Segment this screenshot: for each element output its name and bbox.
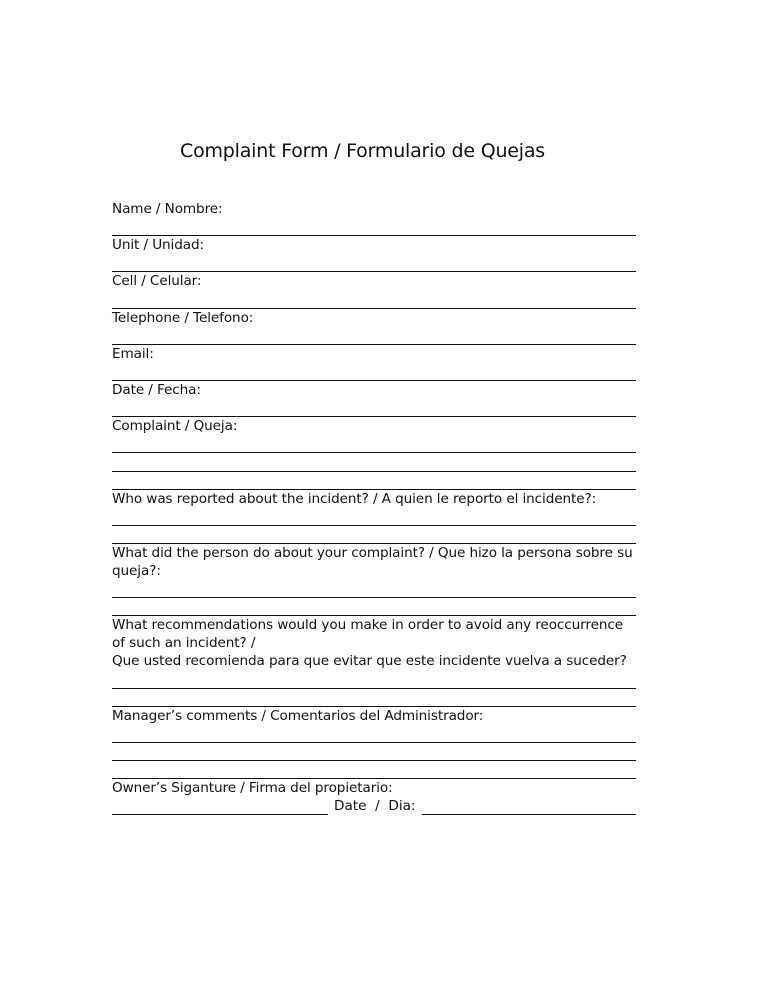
name-field-line[interactable] — [112, 218, 636, 236]
complaint-field-line[interactable] — [112, 435, 636, 453]
telephone-field-line[interactable] — [112, 327, 636, 345]
recommendations-field-line[interactable] — [112, 689, 636, 707]
recommendations-label-en: What recommendations would you make in order to avoid any reoccurrence of such an incident? / — [112, 617, 624, 652]
manager-comments-field-line[interactable] — [112, 743, 636, 761]
signature-row — [112, 797, 636, 815]
recommendations-label-es: Que usted recomienda para que evitar que este incidente vuelva a suceder? — [112, 653, 627, 670]
recommendations-field-line[interactable] — [112, 670, 636, 688]
person-action-label: What did the person do about your complaint? / Que hizo la persona sobre su queja?: — [112, 545, 633, 580]
complaint-field-line[interactable] — [112, 472, 636, 490]
date-label: Date / Fecha: — [112, 381, 201, 398]
date-field-line[interactable] — [112, 399, 636, 417]
signature-date-label: Date / Dia: — [334, 798, 416, 815]
signature-field-line[interactable] — [112, 799, 328, 815]
manager-comments-field-line[interactable] — [112, 761, 636, 779]
email-field-line[interactable] — [112, 363, 636, 381]
reported-to-field-line[interactable] — [112, 526, 636, 544]
person-action-field-line[interactable] — [112, 580, 636, 598]
name-label: Name / Nombre: — [112, 201, 223, 217]
manager-comments-label: Manager’s comments / Comentarios del Administrador: — [112, 707, 484, 724]
complaint-field-line[interactable] — [112, 453, 636, 471]
reported-to-label: Who was reported about the incident? / A quien le reporto el incidente?: — [112, 490, 597, 507]
unit-label: Unit / Unidad: — [112, 237, 205, 254]
owner-signature-label: Owner’s Siganture / Firma del propietario: — [112, 780, 393, 797]
manager-comments-field-line[interactable] — [112, 725, 636, 743]
email-label: Email: — [112, 345, 154, 362]
unit-field-line[interactable] — [112, 254, 636, 272]
person-action-field-line[interactable] — [112, 598, 636, 616]
cell-field-line[interactable] — [112, 290, 636, 308]
complaint-label: Complaint / Queja: — [112, 418, 238, 435]
telephone-label: Telephone / Telefono: — [112, 309, 254, 326]
reported-to-field-line[interactable] — [112, 508, 636, 526]
cell-label: Cell / Celular: — [112, 273, 202, 290]
page-title: Complaint Form / Formulario de Quejas — [180, 140, 546, 162]
complaint-form — [112, 200, 636, 815]
signature-date-field-line[interactable] — [422, 799, 636, 815]
